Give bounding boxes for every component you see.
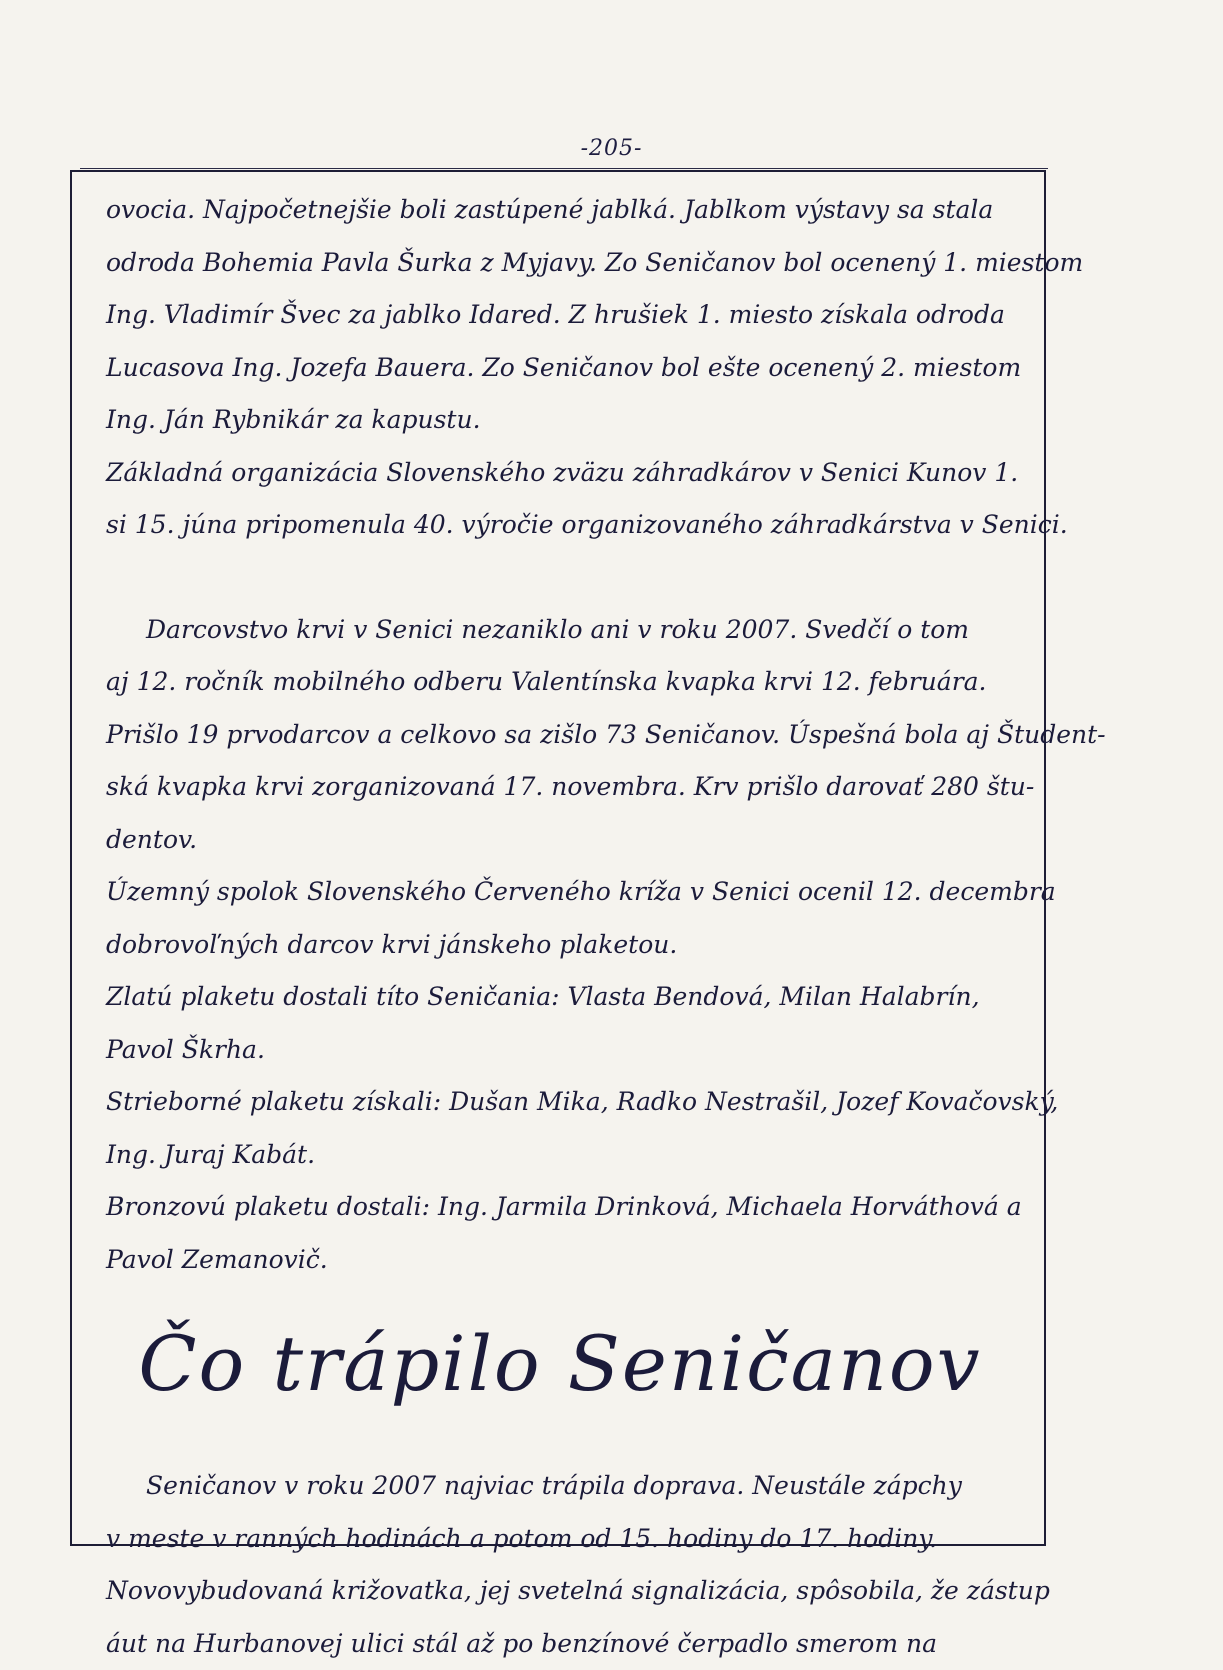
text-line: Darcovstvo krvi v Senici nezaniklo ani v roku 2007. Svedčí o tom <box>106 604 1014 657</box>
text-line: ská kvapka krvi zorganizovaná 17. novembra. Krv prišlo darovať 280 štu- <box>106 761 1014 814</box>
text-line: Seničanov v roku 2007 najviac trápila doprava. Neustále zápchy <box>106 1460 1014 1513</box>
section-heading: Čo trápilo Seničanov <box>106 1294 1014 1434</box>
text-line: v meste v ranných hodinách a potom od 15. hodiny do 17. hodiny. <box>106 1513 1014 1566</box>
text-line: aj 12. ročník mobilného odberu Valentínska kvapka krvi 12. februára. <box>106 656 1014 709</box>
page-frame <box>70 170 1046 1546</box>
paragraph-gap <box>106 552 1014 604</box>
text-line: Územný spolok Slovenského Červeného kríža v Senici ocenil 12. decembra <box>106 866 1014 919</box>
text-line: Ing. Ján Rybnikár za kapustu. <box>106 394 1014 447</box>
text-line: Novovybudovaná križovatka, jej svetelná signalizácia, spôsobila, že zástup <box>106 1565 1014 1618</box>
text-line: ovocia. Najpočetnejšie boli zastúpené jablká. Jablkom výstavy sa stala <box>106 184 1014 237</box>
text-line: Ing. Juraj Kabát. <box>106 1129 1014 1182</box>
text-line: Lucasova Ing. Jozefa Bauera. Zo Seničanov bol ešte ocenený 2. miestom <box>106 342 1014 395</box>
text-line: dentov. <box>106 814 1014 867</box>
text-line: odroda Bohemia Pavla Šurka z Myjavy. Zo Seničanov bol ocenený 1. miestom <box>106 237 1014 290</box>
text-line: dobrovoľných darcov krvi jánskeho plaketou. <box>106 919 1014 972</box>
text-line: Pavol Škrha. <box>106 1024 1014 1077</box>
text-line: si 15. júna pripomenula 40. výročie organizovaného záhradkárstva v Senici. <box>106 499 1014 552</box>
text-line: Pavol Zemanovič. <box>106 1234 1014 1287</box>
page-number: -205- <box>0 136 1223 161</box>
text-line: Strieborné plaketu získali: Dušan Mika, Radko Nestrašil, Jozef Kovačovský, <box>106 1076 1014 1129</box>
text-line: Ing. Vladimír Švec za jablko Idared. Z hrušiek 1. miesto získala odroda <box>106 289 1014 342</box>
text-line: Prišlo 19 prvodarcov a celkovo sa zišlo 73 Seničanov. Úspešná bola aj Študent- <box>106 709 1014 762</box>
chronicle-text <box>106 184 1014 1670</box>
text-line: Zlatú plaketu dostali títo Seničania: Vlasta Bendová, Milan Halabrín, <box>106 971 1014 1024</box>
text-line: Bronzovú plaketu dostali: Ing. Jarmila Drinková, Michaela Horváthová a <box>106 1181 1014 1234</box>
text-line: Základná organizácia Slovenského zväzu záhradkárov v Senici Kunov 1. <box>106 447 1014 500</box>
text-line: áut na Hurbanovej ulici stál až po benzínové čerpadlo smerom na <box>106 1618 1014 1670</box>
